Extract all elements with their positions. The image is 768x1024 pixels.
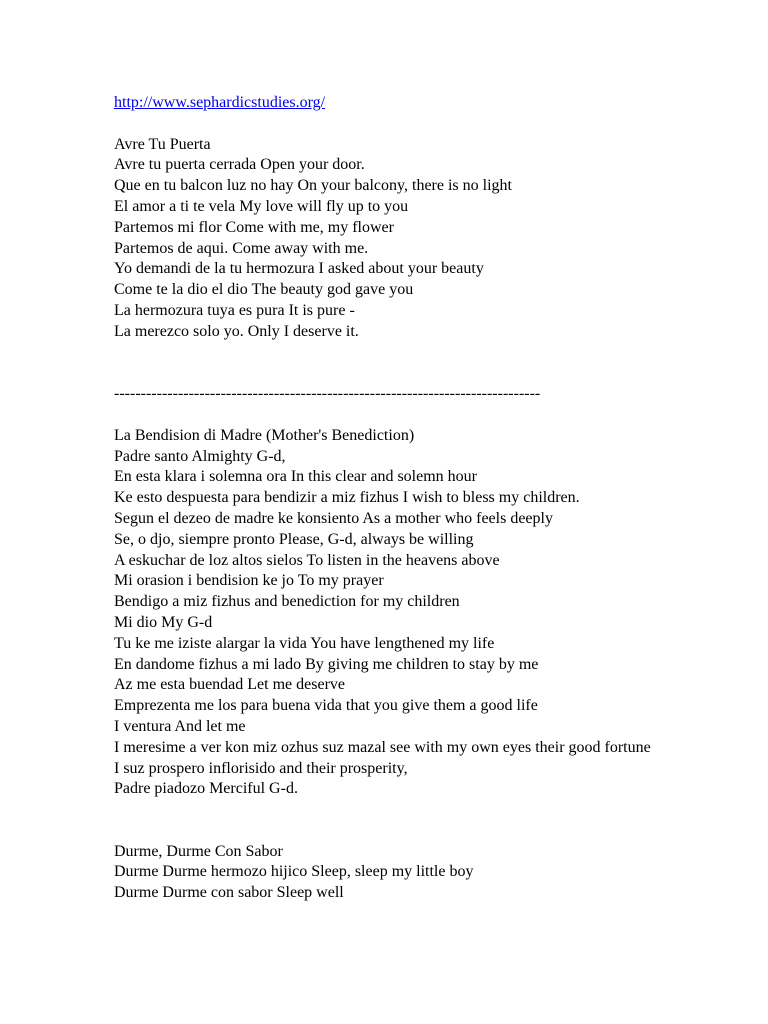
document-page — [114, 93, 754, 904]
lyric-line: I meresime a ver kon miz ozhus suz mazal see with my own eyes their good fortune — [114, 738, 651, 756]
lyric-line: Ke esto despuesta para bendizir a miz fizhus I wish to bless my children. — [114, 489, 580, 507]
lyric-line: Yo demandi de la tu hermozura I asked about your beauty — [114, 260, 484, 278]
song-avre-tu-puerta — [114, 135, 754, 343]
lyric-line: Partemos de aqui. Come away with me. — [114, 239, 369, 257]
lyric-line: A eskuchar de loz altos sielos To listen in the heavens above — [114, 551, 500, 569]
lyric-line: Se, o djo, siempre pronto Please, G-d, always be willing — [114, 530, 474, 548]
song-durme-durme-con-sabor — [114, 842, 754, 904]
lyric-line: Durme Durme con sabor Sleep well — [114, 884, 344, 902]
lyric-line: Bendigo a miz fizhus and benediction for my children — [114, 593, 460, 611]
lyric-line: En dandome fizhus a mi lado By giving me children to stay by me — [114, 655, 539, 673]
lyric-line: En esta klara i solemna ora In this clear and solemn hour — [114, 468, 477, 486]
lyric-line: Emprezenta me los para buena vida that you give them a good life — [114, 697, 538, 715]
lyric-line: Come te la dio el dio The beauty god gave you — [114, 281, 414, 299]
lyric-line: Padre piadozo Merciful G-d. — [114, 780, 298, 798]
song-title: Durme, Durme Con Sabor — [114, 842, 283, 860]
song-title: Avre Tu Puerta — [114, 135, 211, 153]
lyric-line: Padre santo Almighty G-d, — [114, 447, 286, 465]
lyric-line: Segun el dezeo de madre ke konsiento As a mother who feels deeply — [114, 509, 553, 527]
lyric-line: Durme Durme hermozo hijico Sleep, sleep my little boy — [114, 863, 474, 881]
song-title: La Bendision di Madre (Mother's Benediction) — [114, 426, 415, 444]
lyric-line: La hermozura tuya es pura It is pure - — [114, 301, 355, 319]
song-la-bendision-di-madre — [114, 426, 754, 800]
lyric-line: El amor a ti te vela My love will fly up to you — [114, 197, 409, 215]
lyric-line: Avre tu puerta cerrada Open your door. — [114, 156, 365, 174]
lyric-line: Que en tu balcon luz no hay On your balcony, there is no light — [114, 177, 512, 195]
lyric-line: Az me esta buendad Let me deserve — [114, 676, 346, 694]
lyric-line: Tu ke me iziste alargar la vida You have lengthened my life — [114, 634, 495, 652]
lyric-line: I suz prospero inflorisido and their prosperity, — [114, 759, 408, 777]
lyric-line: Mi dio My G-d — [114, 613, 213, 631]
lyric-line: I ventura And let me — [114, 717, 246, 735]
lyric-line: Mi orasion i bendision ke jo To my prayer — [114, 572, 384, 590]
section-divider: -------------------------------------------------------------------------------- — [114, 385, 541, 403]
lyric-line: Partemos mi flor Come with me, my flower — [114, 218, 394, 236]
source-link[interactable]: http://www.sephardicstudies.org/ — [114, 94, 326, 111]
lyric-line: La merezco solo yo. Only I deserve it. — [114, 322, 359, 340]
